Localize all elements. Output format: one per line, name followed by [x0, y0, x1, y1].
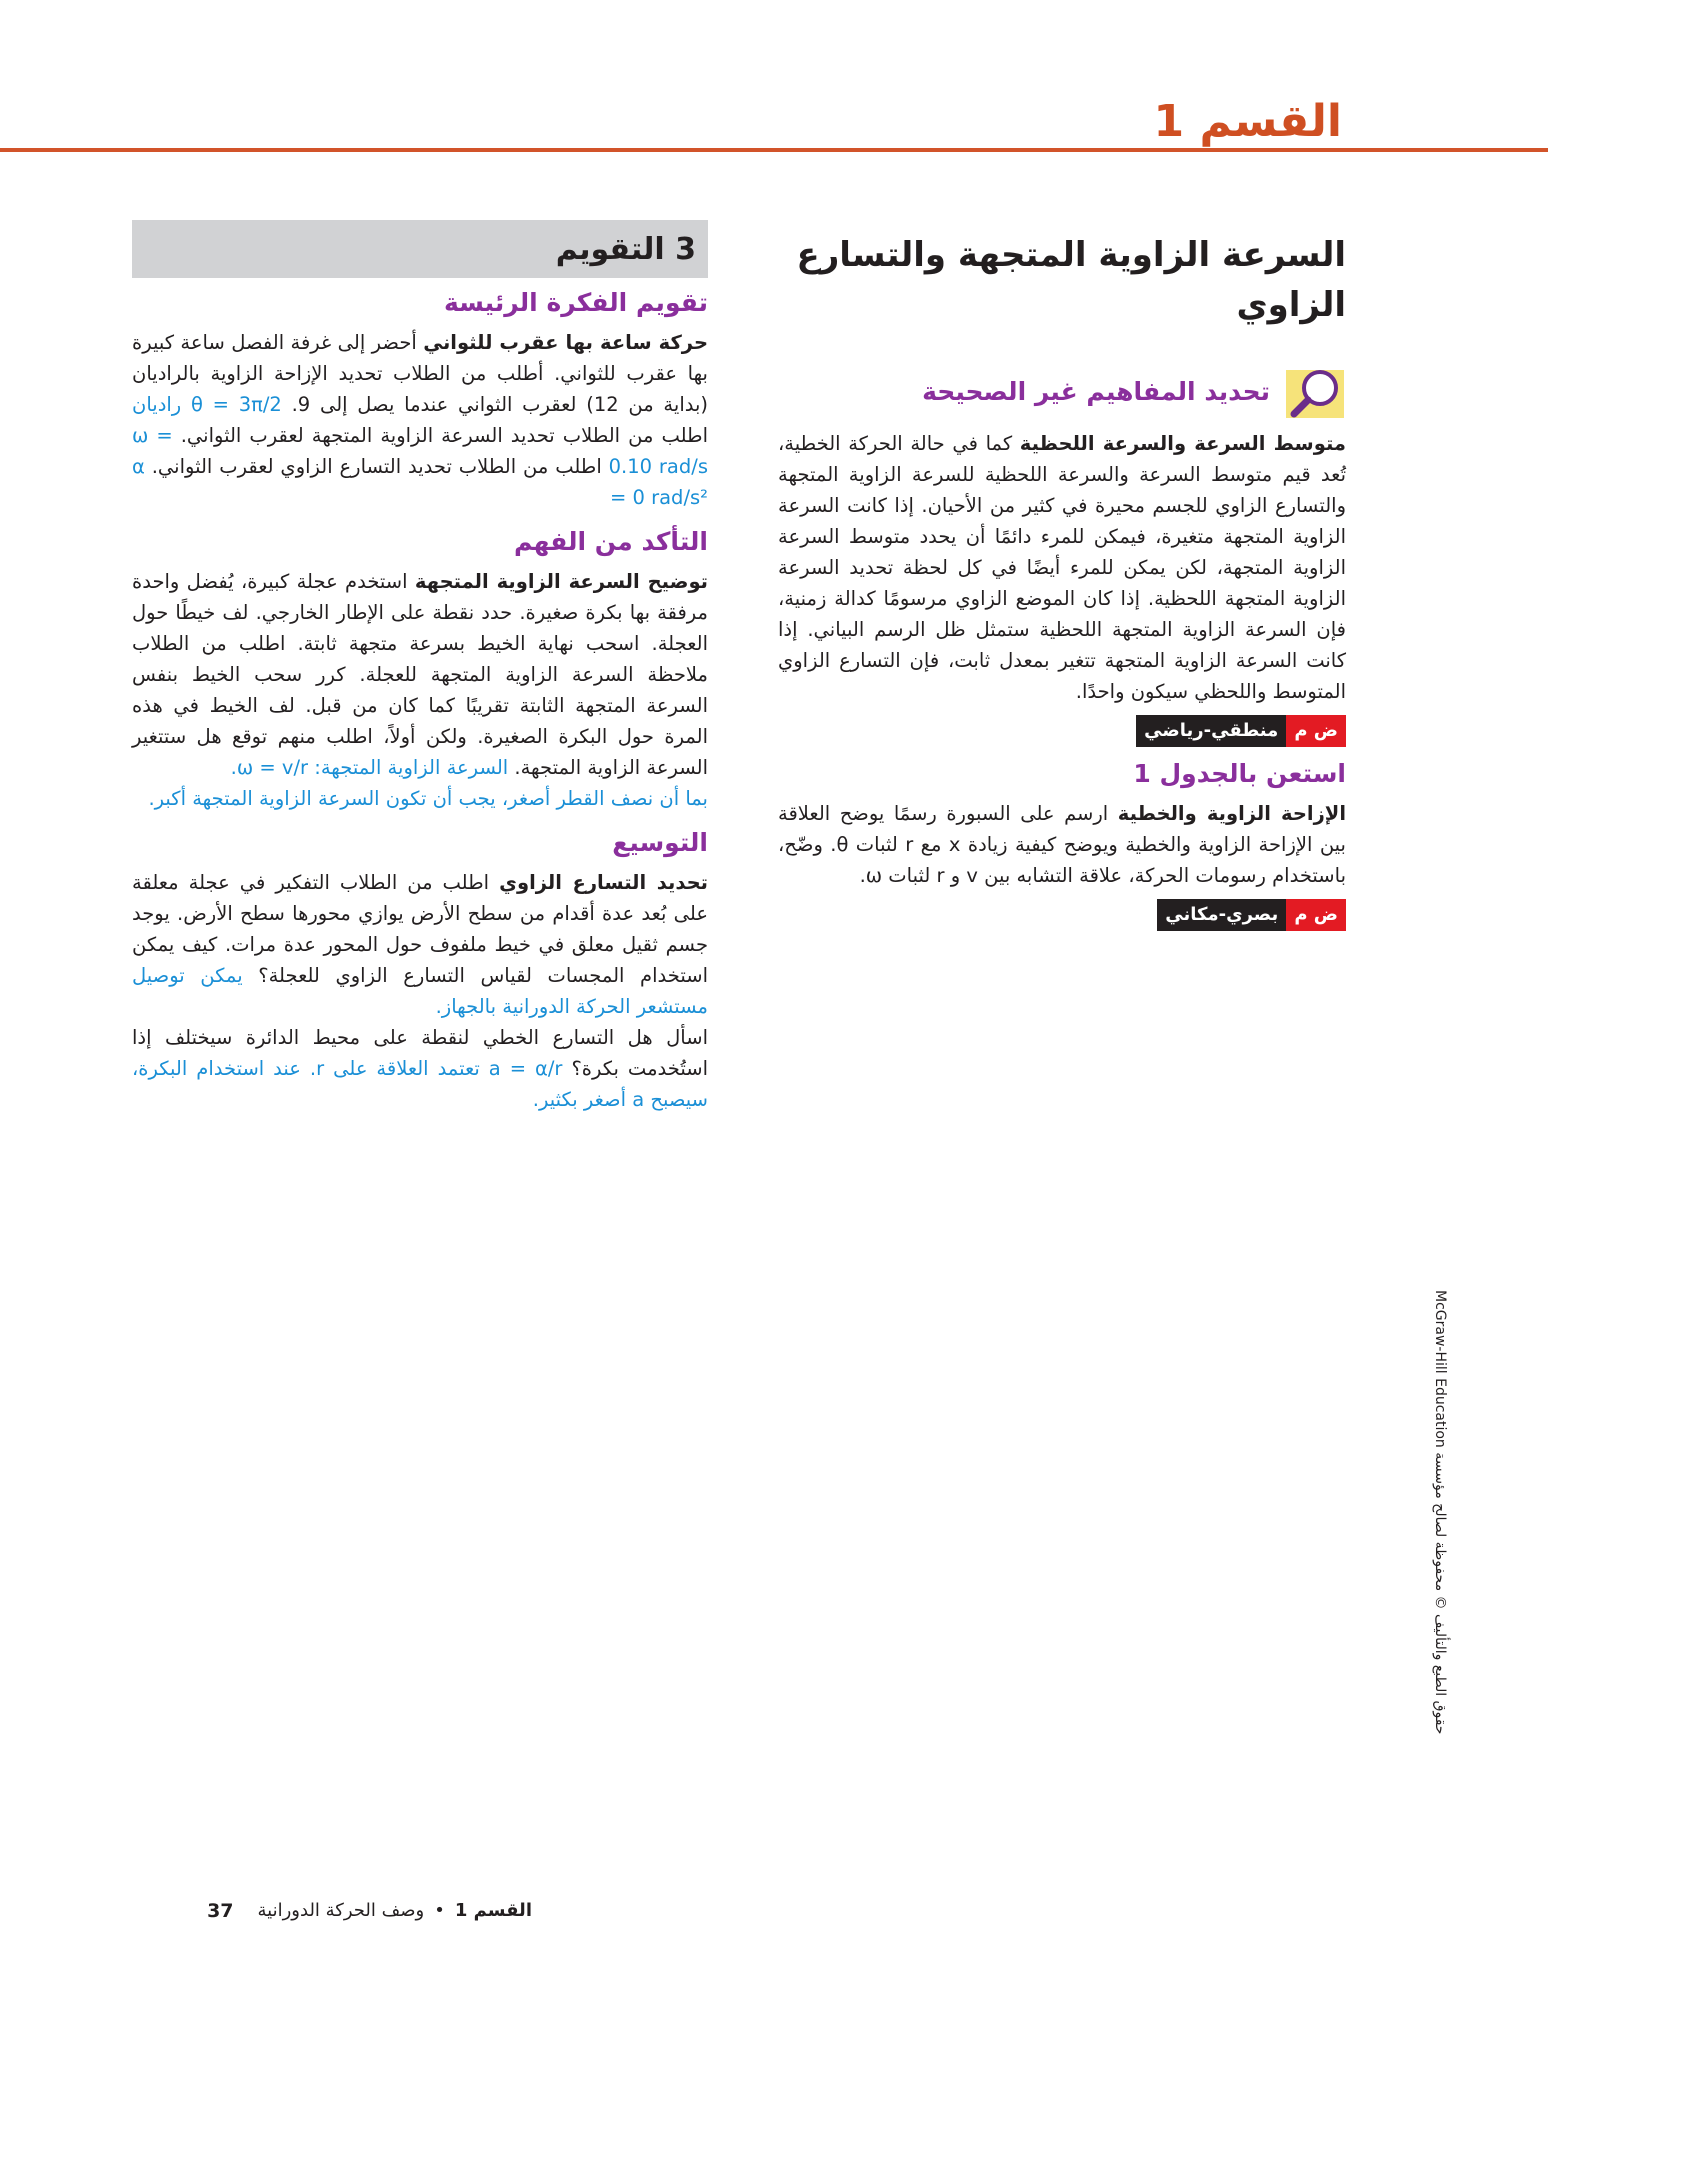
check-paragraph: توضيح السرعة الزاوية المتجهة استخدم عجلة كبيرة، يُفضل واحدة مرفقة بها بكرة صغيرة. حدد نقطة على الإطار الخارجي. لف خيطًا حول العجلة. اسحب نهاية الخيط بسرعة متجهة ثابتة. اطلب من الطلاب ملاحظة السرعة الزاوية المتجهة للعجلة. كرر سحب الخيط بنفس السرعة المتجهة الثابتة تقريبًا كما كان من قبل. لف الخيط في هذه المرة حول البكرة الصغيرة. ولكن أولاً، اطلب منهم توقع هل ستتغير السرعة الزاوية المتجهة. السرعة الزاوية المتجهة: ω = v/r. — [132, 570, 708, 779]
table-paragraph: الإزاحة الزاوية والخطية ارسم على السبورة رسمًا يوضح العلاقة بين الإزاحة الزاوية والخطية ويوضح كيفية زيادة x مع r لثبات θ. وضّح، باستخدام رسومات الحركة، علاقة التشابه بين v و r لثبات ω. — [778, 802, 1347, 887]
strategy-badge: ض م — [1286, 899, 1346, 931]
evaluation-bar: 3 التقويم — [132, 220, 708, 278]
right-column — [778, 230, 1346, 943]
extension-paragraph-2: اسأل هل التسارع الخطي لنقطة على محيط الدائرة سيختلف إذا استُخدمت بكرة؟ a = α/r تعتمد العلاقة على r. عند استخدام البكرة، سيصبح a أصغر بكثير. — [132, 1026, 708, 1111]
check-answer: السرعة الزاوية المتجهة: ω = v/r. — [230, 756, 509, 779]
footer-separator: • — [434, 1900, 445, 1921]
table-badges — [778, 899, 1346, 931]
answer-omega: ω = 0.10 rad/s — [132, 424, 708, 478]
misconceptions-badges — [778, 715, 1346, 747]
copyright-side-text: حقوق الطبع والتأليف © محفوظة لصالح مؤسسة McGraw-Hill Education — [1432, 1290, 1448, 1735]
page-footer — [132, 1900, 532, 1922]
check-heading: التأكد من الفهم — [514, 527, 708, 556]
misconceptions-paragraph: متوسط السرعة والسرعة اللحظية كما في حالة الحركة الخطية، تُعد قيم متوسط السرعة والسرعة اللحظية للسرعة الزاوية المتجهة والتسارع الزاوي للجسم محيرة في كثير من الأحيان. إذا كانت السرعة الزاوية المتجهة متغيرة، فيمكن للمرء دائمًا أن يحدد متوسط السرعة الزاوية المتجهة، لكن يمكن للمرء أيضًا في كل لحظة تحديد السرعة الزاوية المتجهة اللحظية. إذا كان الموضع الزاوي مرسومًا كدالة زمنية، فإن السرعة الزاوية المتجهة اللحظية ستمثل ظل الرسم البياني. إذا كانت السرعة الزاوية المتجهة تتغير بمعدل ثابت، فإن التسارع الزاوي المتوسط واللحظي سيكون واحدًا. — [778, 432, 1346, 703]
extension-answer: يمكن توصيل مستشعر الحركة الدورانية بالجهاز. — [132, 964, 708, 1018]
strategy-badge: ض م — [1286, 715, 1346, 747]
main-heading: السرعة الزاوية المتجهة والتسارع الزاوي — [796, 235, 1346, 325]
answer-alpha: α = 0 rad/s² — [132, 455, 708, 509]
check-answer-note: بما أن نصف القطر أصغر، يجب أن تكون السرعة الزاوية المتجهة أكبر. — [148, 787, 708, 810]
footer-title: وصف الحركة الدورانية — [257, 1900, 425, 1921]
section-title: القسم 1 — [1153, 96, 1342, 147]
learning-style-badge: بصري-مكاني — [1157, 899, 1286, 931]
main-idea-paragraph: حركة ساعة بها عقرب للثواني أحضر إلى غرفة الفصل ساعة كبيرة بها عقرب للثواني. أطلب من الطلاب تحديد الإزاحة الزاوية بالراديان (بداية من 12) لعقرب الثواني عندما يصل إلى 9. θ = 3π/2 راديان اطلب من الطلاب تحديد السرعة الزاوية المتجهة لعقرب الثواني. ω = 0.10 rad/s اطلب من الطلاب تحديد التسارع الزاوي لعقرب الثواني. α = 0 rad/s² — [132, 331, 709, 509]
main-idea-heading: تقويم الفكرة الرئيسة — [444, 288, 708, 317]
header-rule — [0, 148, 1548, 152]
misconceptions-header — [778, 366, 1346, 420]
magnifier-icon — [1284, 366, 1346, 420]
extension-heading: التوسيع — [612, 828, 708, 857]
misconceptions-title: تحديد المفاهيم غير الصحيحة — [922, 376, 1270, 406]
answer-theta: θ = 3π/2 راديان — [132, 393, 282, 416]
learning-style-badge: منطقي-رياضي — [1136, 715, 1286, 747]
page-number: 37 — [207, 1900, 234, 1922]
footer-section: القسم 1 — [454, 1900, 532, 1921]
extension-answer-2: a = α/r تعتمد العلاقة على r. عند استخدام البكرة، سيصبح a أصغر بكثير. — [132, 1057, 708, 1111]
left-column — [132, 220, 708, 1115]
table-heading: استعن بالجدول 1 — [1133, 759, 1346, 788]
extension-paragraph: تحديد التسارع الزاوي اطلب من الطلاب التفكير في عجلة معلقة على بُعد عدة أقدام من سطح الأرض يوازي محورها سطح الأرض. يوجد جسم ثقيل معلق في خيط ملفوف حول المحور عدة مرات. كيف يمكن استخدام المجسات لقياس التسارع الزاوي للعجلة؟ يمكن توصيل مستشعر الحركة الدورانية بالجهاز. — [132, 871, 709, 1018]
